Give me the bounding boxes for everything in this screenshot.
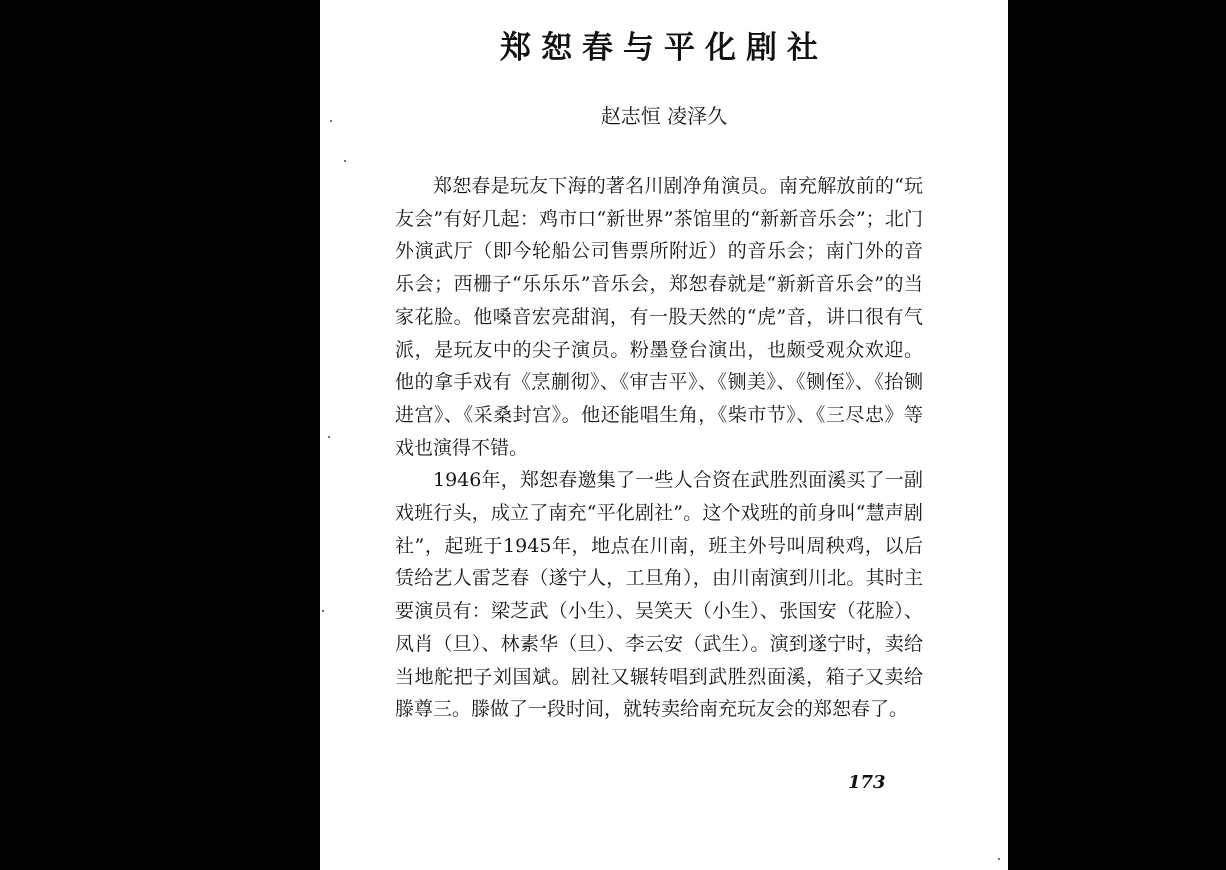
scan-speck [998,858,1000,860]
article-body [395,170,923,726]
document-page [320,0,1008,870]
scan-speck [322,610,324,612]
article-title: 郑恕春与平化剧社 [500,30,828,66]
paragraph: 郑恕春是玩友下海的著名川剧净角演员。南充解放前的“玩友会”有好几起：鸡市口“新世界”茶馆里的“新新音乐会”；北门外演武厅（即今轮船公司售票所附近）的音乐会；南门外的音乐会；西栅子“乐乐乐”音乐会，郑恕春就是“新新音乐会”的当家花脸。他嗓音宏亮甜润，有一股天然的“虎”音，讲口很有气派，是玩友中的尖子演员。粉墨登台演出，也颇受观众欢迎。他的拿手戏有《烹蒯彻》、《审吉平》、《铡美》、《铡侄》、《抬铡进宫》、《采桑封宫》。他还能唱生角，《柴市节》、《三尽忠》等戏也演得不错。 [395,175,923,459]
page-number: 173 [848,772,886,793]
scan-speck [328,436,330,438]
paragraph: 1946年，郑恕春邀集了一些人合资在武胜烈面溪买了一副戏班行头，成立了南充“平化剧社”。这个戏班的前身叫“慧声剧社”，起班于1945年，地点在川南，班主外号叫周秧鸡，以后赁给艺人雷芝春（遂宁人，工旦角），由川南演到川北。其时主要演员有：梁芝武（小生）、吴笑天（小生）、张国安（花脸）、凤肖（旦）、林素华（旦）、李云安（武生）。演到遂宁时，卖给当地舵把子刘国斌。剧社又辗转唱到武胜烈面溪，箱子又卖给滕尊三。滕做了一段时间，就转卖给南充玩友会的郑恕春了。 [395,469,923,721]
article-authors: 赵志恒 凌泽久 [600,104,728,128]
scan-speck [344,160,346,162]
scan-speck [330,120,332,122]
